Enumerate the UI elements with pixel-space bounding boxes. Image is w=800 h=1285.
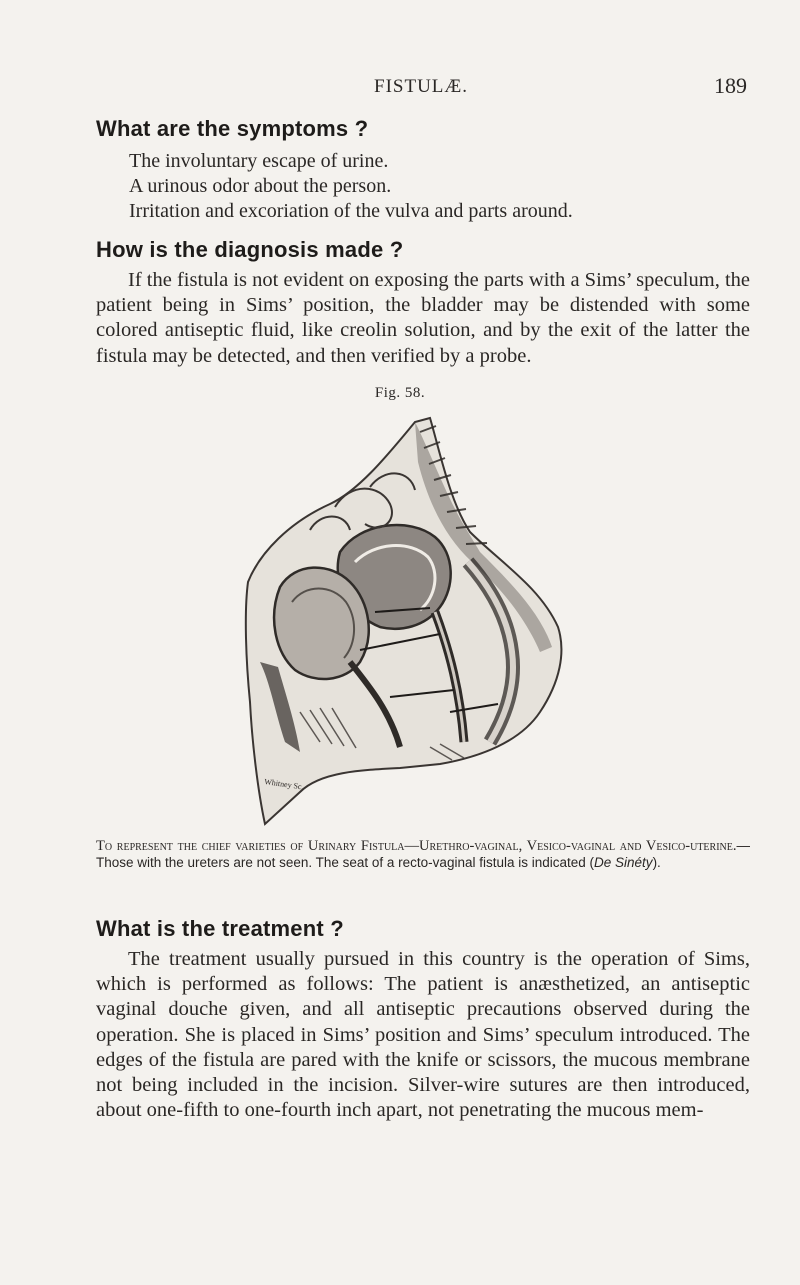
symptoms-question: What are the symptoms ?	[96, 116, 369, 141]
symptom-line-1: The involuntary escape of urine.	[129, 150, 389, 172]
running-head	[0, 73, 800, 100]
treatment-question: What is the treatment ?	[96, 916, 344, 941]
caption-end: ).	[652, 854, 661, 870]
figure-label: Fig. 58.	[374, 385, 426, 401]
symptom-line-2: A urinous odor about the person.	[129, 175, 392, 197]
page-number: 189	[714, 73, 747, 98]
diagnosis-text: If the fistula is not evident on exposing the parts with a Sims’ speculum, the patient being in Sims’ position, the bladder may be distended with some colored antiseptic fluid, like creolin solution, and by the exit of the latter the fistula may be detected, and then verified by a probe.	[96, 269, 750, 367]
treatment-text: The treatment usually pursued in this country is the operation of Sims, which is performed as follows: The patient is anæsthetized, an antiseptic vaginal douche given, and all antiseptic precautions observed during the operation. She is placed in Sims’ position and Sims’ speculum introduced. The edges of the fistula are pared with the knife or scissors, the mucous membrane not being included in the incision. Silver-wire sutures are then introduced, about one-fifth to one-fourth inch apart, not penetrating the mucous mem-	[96, 948, 750, 1122]
engraver-signature: Whitney Sc.	[263, 777, 305, 792]
treatment-paragraph	[96, 947, 750, 1123]
caption-lead: To represent the chief varieties of Urinary Fistula—Urethro-vaginal, Vesico-vaginal and Vesico-uterine.	[96, 838, 737, 854]
caption-citation: De Sinéty	[594, 854, 653, 870]
caption-body: —Those with the ureters are not seen. The seat of a recto-vaginal fistula is indicated (	[96, 838, 750, 870]
diagnosis-paragraph	[96, 268, 750, 369]
symptom-line-3: Irritation and excoriation of the vulva and parts around.	[129, 200, 573, 222]
running-head-title: FISTULÆ.	[374, 76, 469, 97]
anatomical-figure	[240, 412, 570, 832]
diagnosis-question: How is the diagnosis made ?	[96, 237, 404, 262]
figure-caption	[96, 838, 750, 871]
